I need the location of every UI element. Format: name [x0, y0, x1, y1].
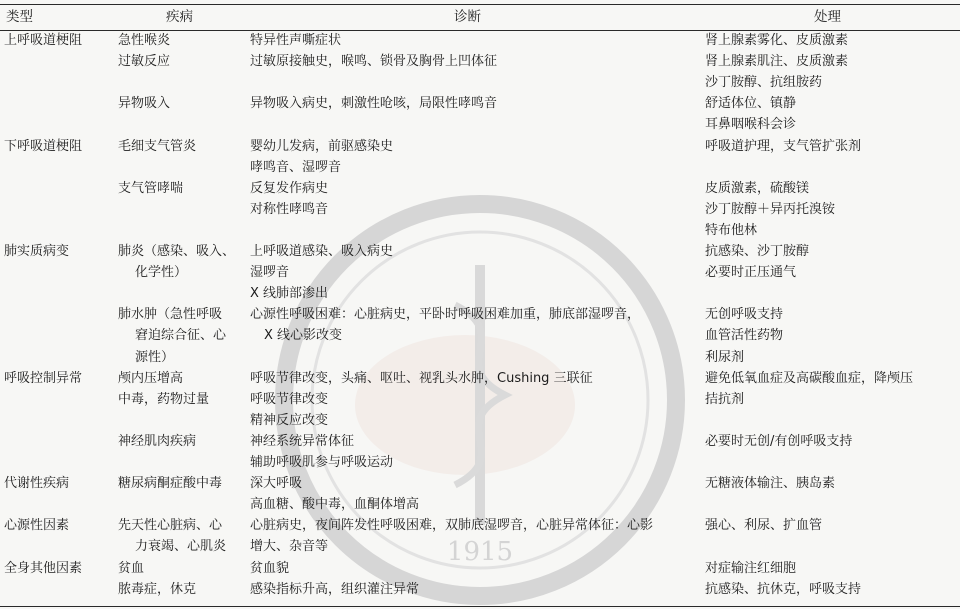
cell-treatment: 血管活性药物: [705, 328, 784, 344]
cell-disease: 肺水肿（急性呼吸: [118, 307, 223, 323]
table-bottom-rule: [0, 606, 960, 607]
cell-diagnosis: 湿啰音: [250, 265, 290, 281]
cell-treatment: 利尿剂: [705, 349, 745, 365]
cell-disease: 脓毒症，休克: [118, 581, 197, 597]
watermark-year: 1915: [446, 537, 514, 567]
cell-treatment: 必要时正压通气: [705, 265, 797, 281]
cell-disease: 神经肌肉疾病: [118, 433, 197, 449]
cell-diagnosis: 哮鸣音、湿啰音: [250, 159, 342, 175]
cell-diagnosis: 心源性呼吸困难：心脏病史，平卧时呼吸困难加重，肺底部湿啰音，: [250, 307, 641, 323]
cell-diagnosis: 上呼吸道感染、吸入病史: [250, 244, 394, 259]
header-diagnosis: 诊断: [454, 9, 481, 25]
cell-type: 代谢性疾病: [4, 476, 70, 492]
cell-treatment: 沙丁胺醇、抗组胺药: [705, 75, 823, 91]
cell-disease: 异物吸入: [118, 96, 171, 112]
cell-disease: 支气管哮喘: [118, 180, 184, 196]
header-type: 类型: [6, 9, 33, 25]
cell-diagnosis: 婴幼儿发病，前驱感染史: [250, 138, 394, 154]
cell-type: 全身其他因素: [4, 560, 83, 576]
cell-diagnosis: 呼吸节律改变，头痛、呕吐、视乳头水肿，Cushing 三联征: [250, 370, 593, 386]
cell-treatment: 舒适体位、镇静: [705, 96, 797, 112]
cell-treatment: 皮质激素，硫酸镁: [705, 180, 810, 196]
cell-diagnosis: 反复发作病史: [250, 180, 329, 196]
cell-treatment: 沙丁胺醇＋异丙托溴铵: [705, 201, 836, 217]
header-treatment: 处理: [814, 9, 841, 25]
cell-diagnosis: 高血糖、酸中毒，血酮体增高: [250, 497, 420, 513]
cell-type: 肺实质病变: [4, 244, 70, 259]
cell-diagnosis: 增大、杂音等: [250, 539, 329, 555]
cell-treatment: 拮抗剂: [705, 391, 745, 407]
cell-disease: 颅内压增高: [118, 370, 184, 386]
cell-disease: 急性喉炎: [118, 33, 171, 48]
cell-treatment: 对症输注红细胞: [705, 560, 797, 576]
cell-disease: 力衰竭、心肌炎: [135, 539, 227, 555]
cell-treatment: 特布他林: [705, 222, 758, 238]
cell-diagnosis: 深大呼吸: [250, 476, 303, 492]
cell-treatment: 无创呼吸支持: [705, 307, 784, 323]
cell-treatment: 肾上腺素肌注、皮质激素: [705, 54, 849, 70]
cell-disease: 化学性）: [135, 265, 188, 281]
cell-type: 上呼吸道梗阻: [4, 33, 83, 48]
cell-disease: 毛细支气管炎: [118, 138, 197, 154]
cell-disease: 先天性心脏病、心: [118, 518, 223, 534]
cell-treatment: 必要时无创/有创呼吸支持: [705, 433, 853, 449]
cell-diagnosis: 呼吸节律改变: [250, 391, 329, 407]
cell-diagnosis: X 线肺部渗出: [250, 286, 329, 302]
cell-diagnosis: 贫血貌: [250, 560, 290, 576]
cell-diagnosis: 感染指标升高，组织灌注异常: [250, 581, 420, 597]
cell-type: 下呼吸道梗阻: [4, 138, 83, 154]
cell-diagnosis: 精神反应改变: [250, 412, 329, 428]
cell-treatment: 抗感染、沙丁胺醇: [705, 244, 810, 259]
cell-disease: 糖尿病酮症酸中毒: [118, 476, 223, 492]
cell-treatment: 强心、利尿、扩血管: [705, 518, 823, 534]
cell-disease: 肺炎（感染、吸入、: [118, 244, 236, 259]
cell-treatment: 耳鼻咽喉科会诊: [705, 117, 797, 133]
cell-treatment: 抗感染、抗休克，呼吸支持: [705, 581, 862, 597]
cell-treatment: 无糖液体输注、胰岛素: [705, 476, 836, 492]
table-top-rule: [0, 4, 960, 5]
cell-treatment: 避免低氧血症及高碳酸血症，降颅压: [705, 370, 914, 386]
cell-type: 心源性因素: [4, 518, 70, 534]
cell-treatment: 肾上腺素雾化、皮质激素: [705, 33, 849, 48]
cell-diagnosis: 辅助呼吸肌参与呼吸运动: [250, 455, 394, 470]
cell-disease: 贫血: [118, 560, 145, 576]
cell-disease: 过敏反应: [118, 54, 171, 70]
cell-disease: 中毒，药物过量: [118, 391, 210, 407]
cell-disease: 窘迫综合征、心: [135, 328, 227, 344]
cell-diagnosis: 对称性哮鸣音: [250, 201, 329, 217]
cell-diagnosis: 特异性声嘶症状: [250, 33, 342, 48]
cell-treatment: 呼吸道护理，支气管扩张剂: [705, 138, 862, 154]
header-disease: 疾病: [166, 9, 193, 25]
cell-diagnosis: 心脏病史，夜间阵发性呼吸困难，双肺底湿啰音，心脏异常体征：心影: [250, 518, 654, 534]
cell-diagnosis: 神经系统异常体征: [250, 433, 355, 449]
cell-diagnosis: 过敏原接触史，喉鸣、锁骨及胸骨上凹体征: [250, 54, 498, 70]
cell-disease: 源性）: [135, 349, 175, 365]
cell-diagnosis: 异物吸入病史，刺激性呛咳，局限性哮鸣音: [250, 96, 498, 112]
cell-type: 呼吸控制异常: [4, 370, 83, 386]
cell-diagnosis: X 线心影改变: [264, 328, 343, 344]
